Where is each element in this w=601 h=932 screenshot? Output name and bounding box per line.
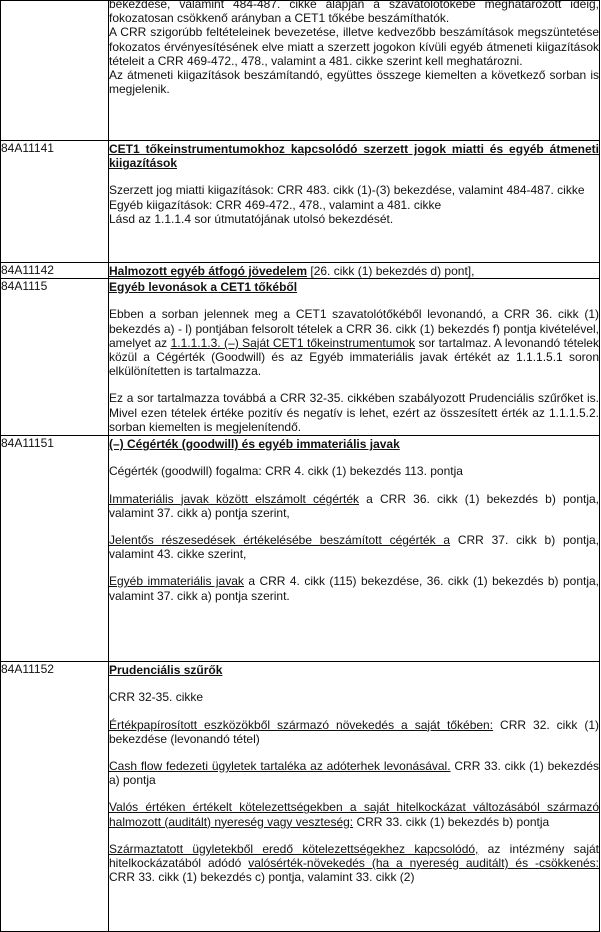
paragraph: A CRR szigorúbb feltételeinek bevezetése, illetve kedvezőbb beszámítások megszüntetése fokozatos érvényesítésének elve miatt a szerzett jogokon kívüli egyéb átmeneti kiigazítások tételeit a CRR 469-472., 478., valamint a 481. cikke szerint kell meghatározni. xyxy=(109,25,599,68)
row-code: 84A11151 xyxy=(1,436,109,662)
spacer xyxy=(109,829,599,842)
row-body xyxy=(109,1,600,141)
paragraph xyxy=(109,264,599,278)
text-run: CRR 33. cikk (1) bekezdés c) pontja, valamint 33. cikk (2) xyxy=(109,870,415,885)
table-row xyxy=(1,662,600,932)
paragraph: bekezdése, valamint 484-487. cikke alapján a szavatolótőkébe meghatározott ideig, fokozatosan csökkenő arányban a CET1 tőkébe beszámíthatók. xyxy=(109,0,599,26)
row-code xyxy=(1,1,109,141)
table-row xyxy=(1,436,600,662)
text-run: sor tartalmaz. A levonandó tételek közül a Cégérték (Goodwill) és az Egyéb immateriális javak értékét az 1.1.1.5.1 soron elkülönítetten is tartalmazza. xyxy=(109,335,599,379)
paragraph xyxy=(109,842,599,885)
table-row xyxy=(1,141,600,263)
spacer xyxy=(109,378,599,391)
row-title: Halmozott egyéb átfogó jövedelem xyxy=(109,264,308,278)
spacer xyxy=(109,479,599,492)
text-run-underlined: Valós értéken értékelt kötelezettségekben a saját hitelkockázat változásából származó halmozott (auditált) nyereség vagy veszteség: xyxy=(109,800,599,829)
text-run-underlined: 1.1.1.1.3. (–) Saját CET1 tőkeinstrumentumok xyxy=(170,335,416,350)
row-body xyxy=(109,263,600,279)
text-run: az intézmény saját hitelkockázatából adódó xyxy=(109,841,599,871)
paragraph: Az átmeneti kiigazítások beszámítandó, együttes összege kiemelten a következő sorban is megjelenik. xyxy=(109,68,599,97)
row-reference: [26. cikk (1) bekezdés d) pont], xyxy=(307,264,475,278)
table-row xyxy=(1,279,600,436)
paragraph: Lásd az 1.1.1.4 sor útmutatójának utolsó bekezdését. xyxy=(109,211,394,226)
paragraph xyxy=(109,759,599,787)
paragraph xyxy=(109,718,599,746)
table-row xyxy=(1,1,600,141)
paragraph: Szerzett jog miatti kiigazítások: CRR 483. cikk (1)-(3) bekezdése, valamint 484-487. cikke xyxy=(109,183,585,198)
spacer xyxy=(109,705,599,718)
text-run: CRR 33. cikk (1) bekezdés b) pontja xyxy=(353,814,550,829)
spacer xyxy=(109,677,599,690)
text-run: a CRR 4. cikk (115) bekezdése, 36. cikk (1) bekezdés b) pontja, valamint 37. cikk a) pontja szerint. xyxy=(109,574,600,603)
spacer xyxy=(109,561,599,574)
row-body xyxy=(109,662,600,932)
paragraph xyxy=(109,492,599,520)
text-run-underlined: valósérték-növekedés (ha a nyereség auditált) és -csökkenés: xyxy=(248,856,600,871)
paragraph xyxy=(109,800,599,828)
spacer xyxy=(109,451,599,464)
text-run-underlined: Jelentős részesedések értékelésébe beszámított cégérték a xyxy=(109,533,451,548)
spacer xyxy=(109,520,599,533)
paragraph: Ez a sor tartalmazza továbbá a CRR 32-35. cikkében szabályozott Prudenciális szűrőket is. Mivel ezen tételek értéke pozitív és negatív is lehet, ezért az összesített érték az 1.1.1.5.2. sorban kiemelten is megjelenítendő. xyxy=(109,391,599,434)
spacer xyxy=(109,787,599,800)
paragraph xyxy=(109,307,599,378)
row-title: (–) Cégérték (goodwill) és egyéb immateriális javak xyxy=(109,437,400,452)
row-body xyxy=(109,279,600,436)
text-run-underlined: Immateriális javak között elszámolt cégérték xyxy=(109,491,360,506)
row-code: 84A11142 xyxy=(1,263,109,279)
text-run-underlined: Értékpapírosított eszközökből származó növekedés a saját tőkében: xyxy=(109,717,494,732)
paragraph: Cégérték (goodwill) fogalma: CRR 4. cikk (1) bekezdés 113. pontja xyxy=(109,464,463,479)
text-run: a CRR 36. cikk (1) bekezdés b) pontja, valamint 37. cikk a) pontja szerint, xyxy=(109,491,599,520)
spacer xyxy=(109,294,599,307)
paragraph: Egyéb kiigazítások: CRR 469-472., 478., valamint a 481. cikke xyxy=(109,197,442,212)
text-run-underlined: Egyéb immateriális javak xyxy=(109,574,244,589)
table-row xyxy=(1,263,600,279)
paragraph xyxy=(109,574,599,602)
text-run: CRR 37. cikk b) pontja, valamint 43. cikke szerint, xyxy=(109,533,599,562)
row-body xyxy=(109,141,600,263)
row-title: Egyéb levonások a CET1 tőkéből xyxy=(109,280,298,295)
spacer xyxy=(109,170,599,183)
row-code: 84A11141 xyxy=(1,141,109,263)
row-code: 84A11152 xyxy=(1,662,109,932)
row-title: Prudenciális szűrők xyxy=(109,663,223,678)
row-code: 84A1115 xyxy=(1,279,109,436)
text-run: CRR 33. cikk (1) bekezdés a) pontja xyxy=(109,759,599,788)
text-run: Ebben a sorban jelennek meg a CET1 szavatolótőkéből levonandó, a CRR 36. cikk (1) bekezdés a) - l) pontjában felsorolt tételek a CRR 36. cikk (1) bekezdés f) pontja kivételével, amelyet az xyxy=(109,307,599,350)
text-run-underlined: Származtatott ügyletekből eredő kötelezettségekhez kapcsolódó, xyxy=(109,841,479,856)
spacer xyxy=(109,746,599,759)
row-body xyxy=(109,436,600,662)
paragraph xyxy=(109,533,599,561)
text-run-underlined: Cash flow fedezeti ügyletek tartaléka az adóterhek levonásával. xyxy=(109,759,451,774)
paragraph: CRR 32-35. cikke xyxy=(109,690,204,705)
row-title: CET1 tőkeinstrumentumokhoz kapcsolódó szerzett jogok miatti és egyéb átmeneti kiigazítások xyxy=(109,142,599,171)
text-run: CRR 32. cikk (1) bekezdése (levonandó tétel) xyxy=(109,717,599,746)
